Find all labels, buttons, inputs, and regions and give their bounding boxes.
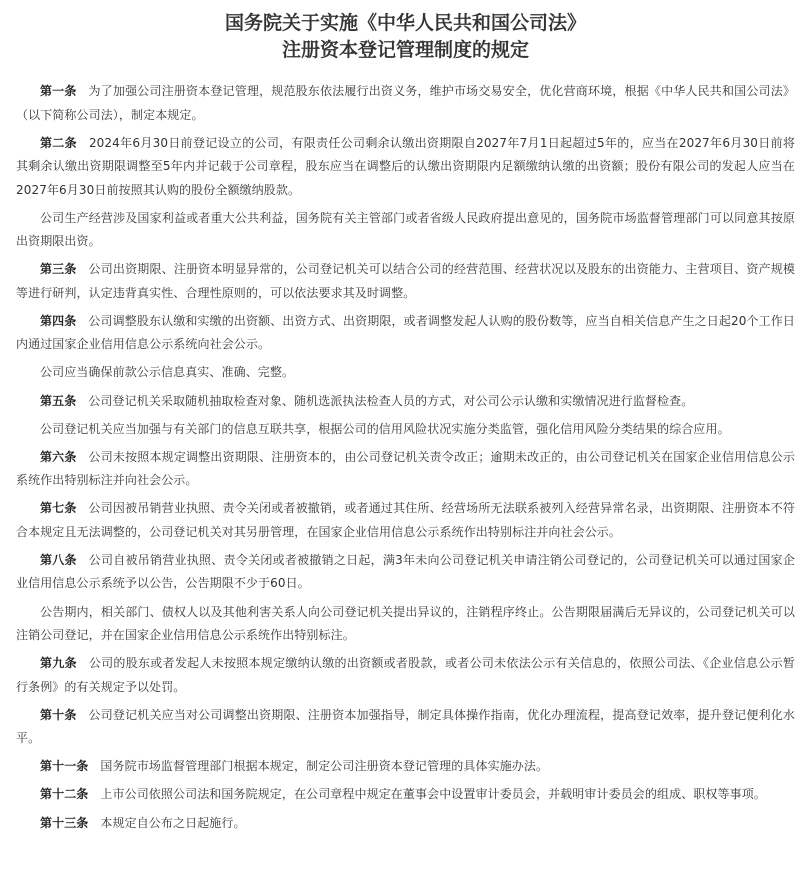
article-number: 第十三条 xyxy=(40,815,89,830)
article-1 xyxy=(16,80,795,127)
article-number: 第十二条 xyxy=(40,787,89,802)
article-5 xyxy=(16,390,795,414)
article-11 xyxy=(16,755,795,779)
article-number: 第八条 xyxy=(40,552,77,567)
article-text: 本规定自公布之日起施行。 xyxy=(100,815,246,830)
article-text: 公司自被吊销营业执照、责令关闭或者被撤销之日起，满3年未向公司登记机关申请注销公司登记的，公司登记机关可以通过国家企业信用信息公示系统予以公告，公告期限不少于60日。 xyxy=(16,552,795,591)
article-6 xyxy=(16,446,795,493)
article-text: 公司出资期限、注册资本明显异常的，公司登记机关可以结合公司的经营范围、经营状况以及股东的出资能力、主营项目、资产规模等进行研判，认定违背真实性、合理性原则的，可以依法要求其及时调整。 xyxy=(16,262,795,300)
article-7 xyxy=(16,497,795,544)
paragraph-text: 公司生产经营涉及国家利益或者重大公共利益，国务院有关主管部门或者省级人民政府提出意见的，国务院市场监督管理部门可以同意其按原出资期限出资。 xyxy=(16,210,795,249)
article-4-paragraph-2 xyxy=(16,361,795,385)
article-10 xyxy=(16,704,795,751)
article-number: 第二条 xyxy=(40,135,77,150)
article-text: 公司的股东或者发起人未按照本规定缴纳认缴的出资额或者股款，或者公司未依法公示有关信息的，依照公司法、《企业信息公示暂行条例》的有关规定予以处罚。 xyxy=(16,656,795,694)
article-number: 第五条 xyxy=(40,393,77,408)
paragraph-text: 公司登记机关应当加强与有关部门的信息互联共享，根据公司的信用风险状况实施分类监管，强化信用风险分类结果的综合应用。 xyxy=(40,421,730,436)
article-number: 第一条 xyxy=(40,84,77,98)
article-number: 第十条 xyxy=(40,707,77,722)
article-number: 第六条 xyxy=(40,449,77,464)
article-text: 公司登记机关采取随机抽取检查对象、随机选派执法检查人员的方式，对公司公示认缴和实缴情况进行监督检查。 xyxy=(88,393,694,408)
article-number: 第十一条 xyxy=(40,759,89,774)
article-5-paragraph-2 xyxy=(16,418,795,442)
paragraph-text: 公司应当确保前款公示信息真实、准确、完整。 xyxy=(40,365,295,380)
article-body xyxy=(16,80,795,835)
article-text: 公司登记机关应当对公司调整出资期限、注册资本加强指导，制定具体操作指南，优化办理流程，提高登记效率，提升登记便利化水平。 xyxy=(16,707,795,746)
paragraph-text: 公告期内，相关部门、债权人以及其他利害关系人向公司登记机关提出异议的，注销程序终止。公告期限届满后无异议的，公司登记机关可以注销公司登记，并在国家企业信用信息公示系统作出特别标注。 xyxy=(16,604,795,643)
article-2 xyxy=(16,132,795,203)
article-9 xyxy=(16,652,795,699)
article-text: 2024年6月30日前登记设立的公司，有限责任公司剩余认缴出资期限自2027年7月1日起超过5年的，应当在2027年6月30日前将其剩余认缴出资期限调整至5年内并记载于公司章程，股东应当在调整后的认缴出资期限内足额缴纳认缴的出资额；股份有限公司的发起人应当在2027年6月30日前按照其认购的股份全额缴纳股款。 xyxy=(16,135,795,197)
article-number: 第三条 xyxy=(40,262,77,277)
article-number: 第四条 xyxy=(40,313,77,328)
title-line-1: 国务院关于实施《中华人民共和国公司法》 xyxy=(224,12,586,34)
article-text: 公司调整股东认缴和实缴的出资额、出资方式、出资期限，或者调整发起人认购的股份数等，应当自相关信息产生之日起20个工作日内通过国家企业信用信息公示系统向社会公示。 xyxy=(16,313,795,352)
article-13 xyxy=(16,812,795,836)
article-2-paragraph-2 xyxy=(16,207,795,254)
article-number: 第九条 xyxy=(40,656,77,671)
article-number: 第七条 xyxy=(40,501,77,516)
article-text: 公司因被吊销营业执照、责令关闭或者被撤销，或者通过其住所、经营场所无法联系被列入经营异常名录，出资期限、注册资本不符合本规定且无法调整的，公司登记机关对其另册管理，在国家企业信用信息公示系统作出特别标注并向社会公示。 xyxy=(16,501,795,539)
article-12 xyxy=(16,783,795,807)
article-8 xyxy=(16,549,795,596)
article-4 xyxy=(16,310,795,357)
article-text: 公司未按照本规定调整出资期限、注册资本的，由公司登记机关责令改正；逾期未改正的，由公司登记机关在国家企业信用信息公示系统作出特别标注并向社会公示。 xyxy=(16,449,795,488)
article-3 xyxy=(16,258,795,305)
title-line-2: 注册资本登记管理制度的规定 xyxy=(281,39,529,61)
article-text: 上市公司依照公司法和国务院规定，在公司章程中规定在董事会中设置审计委员会，并载明审计委员会的组成、职权等事项。 xyxy=(100,787,766,802)
document-title xyxy=(16,10,795,64)
article-8-paragraph-2 xyxy=(16,601,795,648)
article-text: 为了加强公司注册资本登记管理，规范股东依法履行出资义务，维护市场交易安全，优化营商环境，根据《中华人民共和国公司法》（以下简称公司法），制定本规定。 xyxy=(16,84,795,122)
article-text: 国务院市场监督管理部门根据本规定，制定公司注册资本登记管理的具体实施办法。 xyxy=(100,759,549,774)
